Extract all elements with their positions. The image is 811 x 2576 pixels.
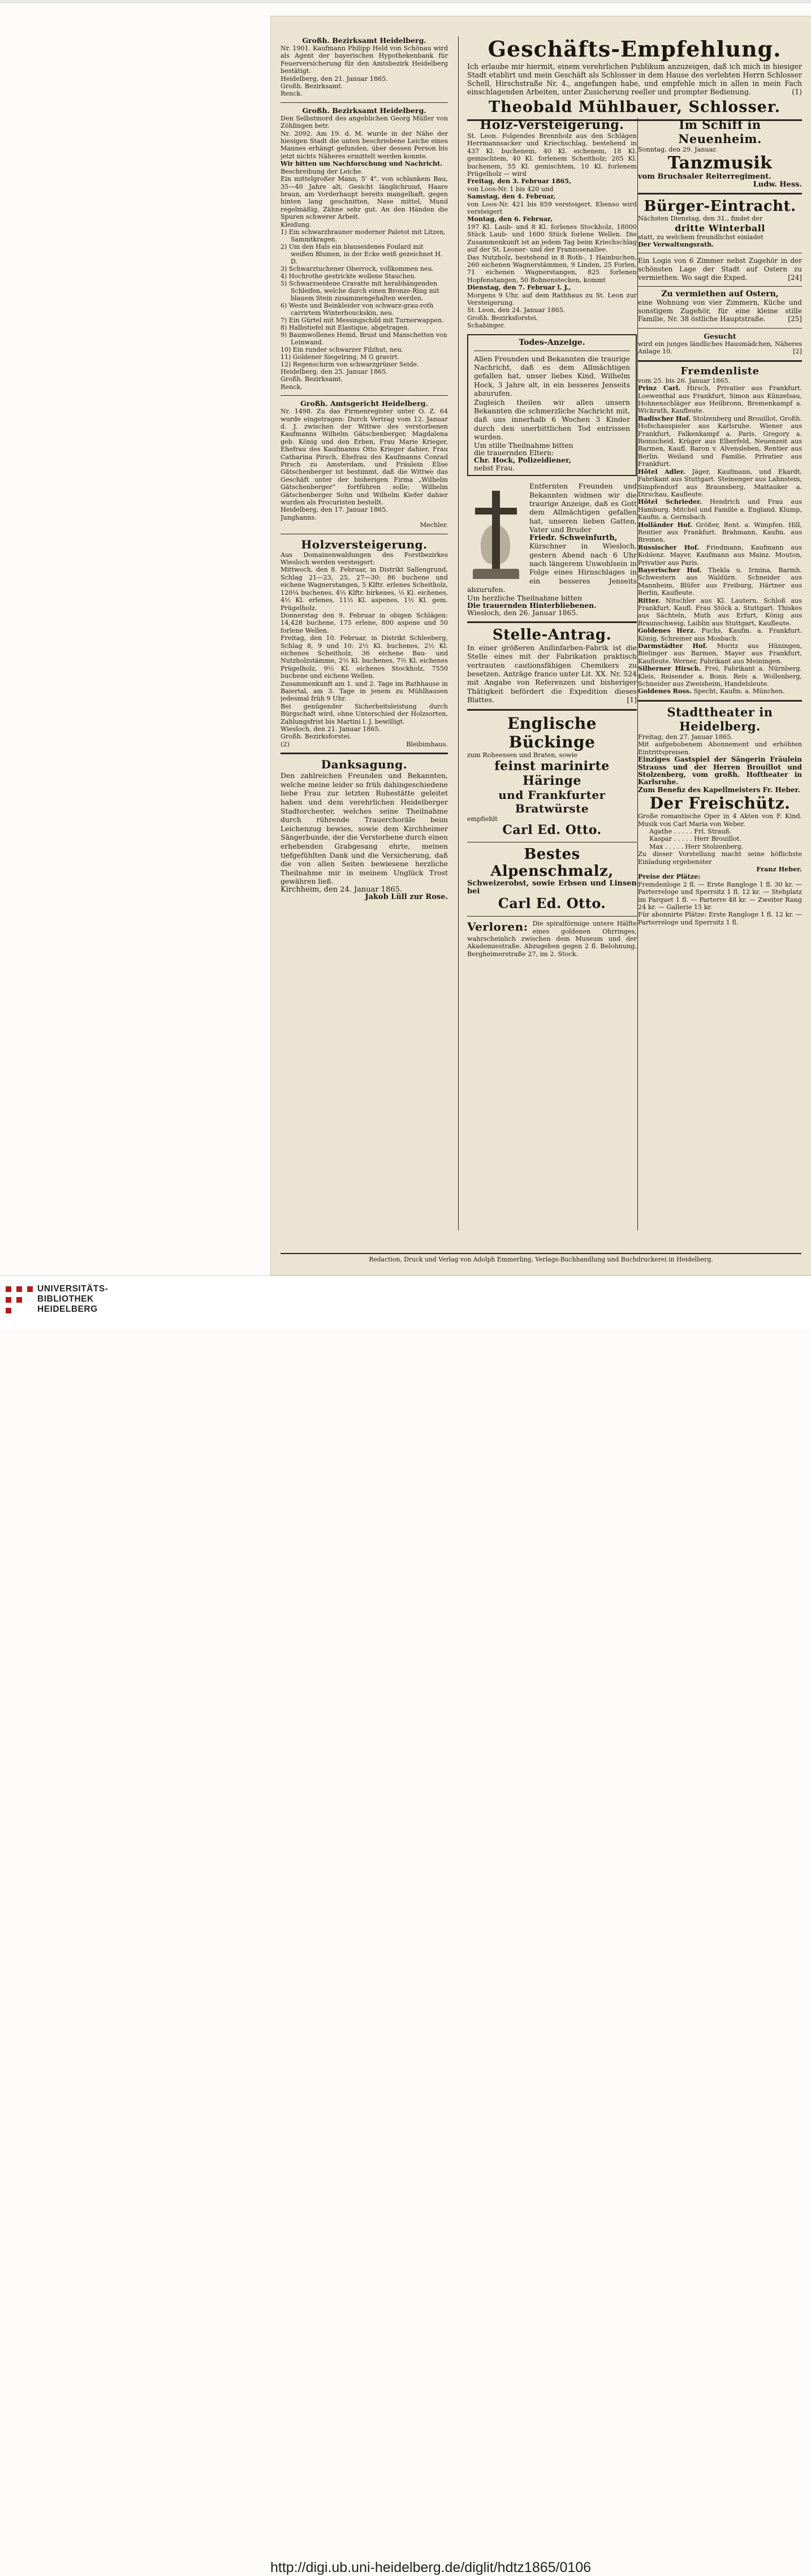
list-item [638,627,802,642]
notice-request: Wir bitten um Nachforschung und Nachricht. [281,159,443,168]
buckinge-ad [467,714,637,838]
ad-event: dritte Winterball [675,222,765,234]
notice-bezirksamt-1 [281,36,448,98]
holz2-body: 197 Kl. Laub- und 8 Kl. forlenes Stockholz, 18000 Stück Laub- und 1600 Stück forlene Wellen. Die Zusammenkunft ist an jedem Tag beim Kriechschlag auf der St. Leoner- und der Franzosenallee. [467,223,637,254]
ad-title: Gesucht [704,332,736,340]
dank-signer: Jakob Lüll zur Rose. [365,893,448,902]
ad-line-big: und Frankfurter Bratwürste [498,788,606,815]
viewer-bottom-bar [0,1276,811,2575]
theater-note: Mit aufgehobenem Abonnement und erhöhten Eintrittspreisen. [638,741,802,756]
hotel-name: Russischer Hof. [638,543,700,551]
university-logo-text[interactable] [37,1284,108,1315]
banner-text: Ich erlaube mir hiermit, einem verehrlichen Publikum anzuzeigen, daß ich mich in hiesiger Stadt etablirt und mein Geschäft als Schlosser in dem Hause des verlebten Herrn Schlosser Schell, Hirschstraße Nr. 4., angefangen habe, und empfehle mich in allen in mein Fach einschlagenden Arbeiten, unter Zusicherung reeller und prompter Bedienung. [467,62,802,96]
section-title: Holzversteigerung. [301,537,428,551]
gesucht-text: wird ein junges ländliches Hausmädchen, Näheres Anlage 10. [638,340,802,356]
theater-signer: Franz Heber. [756,865,802,873]
divider [281,102,448,103]
hotel-guests: Nitschler aus Kl. Lautern, Schloß aus Frankfurt, Kaufl. Frau Stöck a. Stuttgart. Thiskes aus Sächteln, Muth aus Erfurt, König aus Braunschweig, Laiblin aus Stuttgart, Kaufleute. [638,597,802,627]
ad-line-big: feinst marinirte Häringe [494,759,610,788]
holz2-body: Das Nutzholz, bestehend in 8 Roth-, 1 Hainbuchen, 260 eichenen Wagnerstämmen, 9 Linden, 25 Forlen, 71 eichenen Wagnerstangen, 825 forlenen Hopfenstangen, 50 Bohnenstecken, kommt [467,253,637,284]
holz-paragraph: Donnerstag den 9. Februar in obigen Schlägen: 14,428 buchene, 175 erlene, 800 aspene und 50 forlene Wellen. [281,611,448,634]
ad-line: empfiehlt [467,815,498,823]
role-line: Agathe . . . . . Frl. Strauß. [649,827,732,835]
holz-paragraph: Freitag, den 10. Februar, in Distrikt Schleeberg, Schlag 8, 9 und 10: 2½ Kl. buchenes, 2½ Kl. eichenes Scheitholz, 36 eichene Bau- und Nutzholzstämme, 2½ Kl. buchenes, 7½ Kl. eichenes Prügelholz, 9½ Kl. eichenes Stockholz, 7550 buchene und eichene Wellen. [281,634,448,680]
notice-body: Nr. 2092. Am 19. d. M. wurde in der Nähe der hiesigen Stadt die unten beschriebene Leiche eines Mannes erhängt gefunden, über dessen Person bis jetzt nichts Näheres ermittelt werden konnte. [281,129,448,160]
hotel-name: Goldenes Herz. [638,626,696,635]
hotel-name: Hôtel Schrieder. [638,498,702,506]
todes-signer: Chr. Hock, Polizeidiener, [474,456,571,465]
prices-title: Preise der Plätze: [638,872,701,881]
hotel-list [638,384,802,695]
viewer-top-strip [0,0,811,3]
mourning-notice [467,482,637,617]
ad-body: Nächsten Dienstag, den 31., findet der [638,215,763,223]
list-item: 1) Ein schwarzbrauner moderner Paletot mit Litzen, Sammtkragen. [281,228,446,243]
notice-court: Junghanns. [281,513,317,521]
notice-title: Großh. Bezirksamt Heidelberg. [302,36,426,45]
notice-bezirksamt-2 [281,106,448,391]
list-item [638,567,802,597]
clothing-title: Kleidung. [281,221,312,228]
description-body: Ein mittelgroßer Mann, 5' 4", von schlankem Bau, 35—40 Jahre alt, Gesicht länglichrund, Haare braun, am Vorderhaupt bereits mangelhaft, gegen hinten lang geschnitten, Nase mittel, Mund regelmäßig, Zähne sehr gut. An den Händen die Spuren schwerer Arbeit. [281,175,448,221]
hotel-guests: Specht, Kaufm. a. München. [693,688,785,695]
notice-office: Großh. Bezirksamt. [281,375,343,383]
todes-bitte: Um stille Theilnahme bitten [474,440,573,449]
holz-date: Wiesloch, den 21. Januar 1865. [281,725,381,733]
hotel-name: Badischer Hof. [638,414,691,422]
middle-column [467,118,637,962]
holz-num: (2) [281,740,290,748]
todes-anzeige-box [467,334,637,477]
list-item: 8) Halbstiefel mit Elastique, abgetragen. [281,323,409,331]
ad-title: Englische Bückinge [507,714,597,751]
description-title: Beschreibung der Leiche. [281,167,363,175]
banner-num: (1) [792,88,802,96]
role-line: Max . . . . . Herr Stolzenberg. [649,842,744,850]
section-title: Stelle-Antrag. [492,626,612,643]
list-item [638,597,802,628]
gesucht-ad [638,332,802,356]
holzversteigerung-st-leon [467,118,637,330]
column-rule-left [458,36,459,1230]
hotel-guests: Fuchs, Kaufm. a. Frankfurt. König, Schreiner aus Mosbach. [638,627,802,642]
ad-band: vom Bruchsaler Reiterregiment. [638,172,771,181]
holz-intro: Aus Domainenwaldungen des Forstbezirkes Wiesloch werden versteigert: [281,551,448,567]
list-item: 10) Ein runder schwarzer Filzhut, neu. [281,345,404,353]
verloren-ad [467,920,637,958]
section-title: Fremdenliste [680,365,760,377]
holz-signer: Bleibimhaus. [406,740,448,748]
hotel-guests: Stolzenberg und Brouillot, Großh. Hofschauspieler aus Karlsruhe. Wiener aus Frankfurt, Falkenkampf a. Paris, Gregory a. Remscheid, Krüger aus Elberfeld, Neuenzeit aus Barmen, Kaufl. Baron v. Alvensleben, Rentier aus Berlin. Weiland und Familie, Privatier aus Frankfurt. [638,414,802,468]
logis-num: [24] [788,273,802,282]
verloren-body: Die spiralförmige untere Hälfte eines goldenen Ohrringes, wahrscheinlich zwischen dem Museum und der Akademiestraße. Abzugeben gegen 2 fl. Belohnung, Bergheimerstraße 27, im 2. Stock. [467,920,637,958]
section-title: Stadttheater in Heidelberg. [667,704,773,733]
mourning-name: Friedr. Schweinfurth, [529,533,618,542]
hotel-guests: Jäger, Kaufmann, und Ekardt, Fabrikant aus Stuttgart. Steinenger aus Lahnstein, Simpfendorf aus Braunsberg, Mattauker a. Dirschau, Kaufleute. [638,468,802,498]
todes-eltern: die trauernden Eltern: [474,448,554,457]
stelle-antrag [467,626,637,704]
hotel-guests: Hirsch, Privatier aus Frankfurt. Loewenthal aus Frankfurt, Simon aus Künzelsau, Hohnenschläger aus Heilbronn, Bremenkampf a. Wickrath, Kaufleute. [638,384,802,415]
holz-paragraph: Zusammenkunft am 1. und 2. Tage im Rathhause in Baiertal, am 3. Tage in jenem zu Mühlhausen jedesmal früh 9 Uhr. [281,680,448,703]
divider [281,395,448,396]
ad-signer: Carl Ed. Otto. [498,895,606,912]
prices-abonn: Für abonnirte Plätze: Erste Rangloge 1 fl. 12 kr. — Parterreloge und Sperrsitz 1 fl. [638,911,802,926]
hotel-name: Hôtel Adler. [638,467,685,476]
vermiethen-num: [25] [788,315,802,323]
divider [467,916,637,917]
hotel-name: Silberner Hirsch. [638,664,701,673]
right-column [638,118,802,931]
ad-title: Bestes Alpenschmalz, [490,846,614,880]
banner-geschaefts-empfehlung [467,36,802,124]
ad-signer: Carl Ed. Otto. [502,823,602,838]
list-item: 9) Baumwollenes Hemd, Brust und Manschetten von Leinwand. [281,331,447,346]
hotel-guests: Friedmann, Kaufmann aus Koblenz. Mayer, Kaufmann aus Mainz. Mouton, Privatier aus Paris. [638,543,802,567]
holz2-day: Montag, den 6. Februar, [467,215,553,223]
list-item: 11) Goldener Siegelring, M G gravirt. [281,353,399,361]
list-item: 6) Weste und Beinkleider von schwarz-grau-roth carrirtem Winterbouckskin, neu. [281,301,434,317]
gesucht-body [638,340,802,356]
section-title: Danksagung. [321,758,408,772]
hotel-guests: Frei, Fabrikant a. Nürnberg. Kleis, Reisender a. Bonn. Reis a. Wollenberg, Schneider aus Zweisheim, Handelsleute. [638,665,802,688]
ad-signer: Ludw. Hess. [753,180,802,189]
left-column [281,36,448,906]
holz-office: Großh. Bezirksforstei. [281,733,352,741]
notice-signer: Renck. [281,383,303,391]
memorial-cross-icon [467,485,524,581]
buerger-eintracht-ad [638,198,802,248]
ad-signer: Der Verwaltungsrath. [638,240,714,249]
divider [638,328,802,329]
schiff-ad [638,118,802,188]
hotel-name: Prinz Carl. [638,384,681,392]
university-logo-icon[interactable] [6,1286,33,1313]
mourning-date: Wiesloch, den 26. Januar 1865. [467,608,579,617]
divider [638,286,802,287]
opera-desc: Große romantische Oper in 4 Akten von F. Kind. Musik von Carl Maria von Weber. [638,812,802,828]
holz2-day: Samstag, den 4. Februar, [467,192,556,201]
section-title: Holz-Versteigerung. [480,118,624,132]
divider [281,753,448,754]
mourning-body: Entfernten Freunden und Bekannten widmen wir die traurige Anzeige, daß es Gott dem Allmächtigen gefallen hat, unseren lieben Gatten, Vater und Bruder [529,482,637,534]
list-item: 7) Ein Gürtel mit Messingschild mit Turnerwappen. [281,316,444,324]
permalink-url[interactable]: http://digi.ub.uni-heidelberg.de/diglit/hdtz1865/0106 [270,2560,592,2575]
notice-title: Großh. Bezirksamt Heidelberg. [302,106,426,115]
logo-line: HEIDELBERG [37,1304,98,1314]
list-item: 5) Schwarzseidene Cravatte mit herabhängenden Schleifen, welche durch einen Bronze-Ring mit blauem Stein zusammengehalten werden. [281,279,439,302]
ad-body: statt, zu welchem freundlichst einladet [638,233,763,241]
divider [467,621,637,623]
banner-title: Geschäfts-Empfehlung. [488,36,782,62]
ad-title: Verloren: [467,920,528,934]
hotel-name: Ritter. [638,596,661,604]
holzversteigerung-wiesloch [281,538,448,749]
stadttheater-ad [638,705,802,926]
imprint-footer: Redaction, Druck und Verlag von Adolph Emmerling, Verlags-Buchhandlung und Buchdruckerei in Heidelberg. [281,1253,801,1263]
dank-body: Den zahlreichen Freunden und Bekannten, welche meine leider so früh dahingeschiedene liebe Frau zur letzten Ruhestätte geleitet haben und dem verehrlichen Heidelberger Stadtorchester, welches seine Theilnahme durch rührende Trauerchoräle beim Leichenzug bewies, sowie dem Kirchheimer Sängerbunde, der die Verstorbene durch einen erhebenden Grabgesang ehrte, meinen tiefgefühlten Dank und die Versicherung, daß die von allen Seiten bewiesene herzliche Theilnahme mir in meinem Unglück Trost gewähren ließ. [281,771,448,886]
banner-body [467,62,802,96]
stelle-body [467,643,637,704]
clothing-list [281,228,448,368]
todes-body: Allen Freunden und Bekannten die traurige Nachricht, daß es dem Allmächtigen gefallen hat, unser liebes Kind, Wilhelm Hock, 3 Jahre alt, in ein besseres Jenseits abzurufen. [474,354,630,398]
vermiethen-ad [638,290,802,323]
hotel-guests: Thekla u. Irmina, Barmh. Schwestern aus Waldürn. Schneider aus Mannheim, Blüfer aus Freiburg, Härtner aus Berlin, Kaufleute. [638,566,802,597]
list-item: 2) Um den Hals ein blauseidenes Foulard mit weißen Blumen, in der Ecke weiß gezeichnet H. D. [281,243,443,265]
mourning-bitte: Um herzliche Theilnahme bitten [467,593,583,602]
hotel-name: Darmstädter Hof. [638,642,708,650]
holz2-day: Freitag, den 3. Februar 1865, [467,177,571,185]
ad-line: zum Roheessen und Braten, sowie [467,751,577,759]
list-item [638,384,802,415]
ad-date: Sonntag, den 29. Januar. [638,146,718,153]
holz2-body: von Loos-Nr. 1 bis 420 und [467,185,554,193]
notice-subtitle: Den Selbstmord des angeblichen Georg Müller von Zöhlingen betr. [281,114,448,130]
theater-benefiz: Zum Benefiz des Kapellmeisters Fr. Heber. [638,785,800,794]
logis-body [638,257,802,282]
stelle-num: [1] [627,695,637,704]
logis-text: Ein Logis von 6 Zimmer nebst Zugehör in der schönsten Lage der Stadt auf Ostern zu vermiethen. Wo sagt die Exped. [638,257,802,282]
list-item: 3) Schwarztuchener Oberrock, vollkommen neu. [281,265,434,273]
list-item [638,415,802,468]
section-title: Todes-Anzeige. [519,338,585,347]
list-item: 4) Hochrothe gestrickte wollene Stauchen. [281,272,416,280]
todes-body: Zugleich theilen wir allen unsern Bekannten die schmerzliche Nachricht mit, daß uns innerhalb 6 Wochen 3 Kinder durch den unerbittlichen Tod entrissen wurden. [474,397,630,442]
theater-date: Freitag, den 27. Januar 1865. [638,733,733,741]
list-item [638,665,802,688]
holz2-office: Großh. Bezirksforstei. [467,314,538,322]
logis-ad [638,257,802,282]
list-item: 12) Regenschirm von schwarzgrüner Seide. [281,360,419,368]
gesucht-num: [2] [793,348,802,356]
hotel-guests: Moritz aus Hüningen, Bielinger aus Barmen, Mayer aus Frankfurt, Kaufleute. Werner, Fabrikant aus Meiningen. [638,642,802,665]
notice-date: Heidelberg, den 25. Januar 1865. [281,368,388,375]
list-item [638,688,802,695]
opera-title: Der Freischütz. [649,794,791,813]
list-item [638,642,802,665]
list-item [638,498,802,521]
newspaper-page [270,16,811,1276]
list-item [638,521,802,544]
ad-title: Bürger-Eintracht. [644,198,796,215]
fremde-dates: vom 25. bis 26. Januar 1865. [638,377,731,384]
hotel-name: Goldenes Ross. [638,687,692,695]
vermiethen-body [638,299,802,323]
hotel-guests: Größer, Rent. a. Wimpfen. Hill, Rentier aus Frankfurt. Brahmann, Kaufm. aus Bremen. [638,521,802,544]
list-item [638,468,802,499]
notice-amtsgericht [281,399,448,529]
theater-invite: Zu dieser Vorstellung macht seine höflichste Einladung ergebenster [638,850,802,866]
todes-signer: nebst Frau. [474,463,515,472]
divider [638,193,802,195]
hotel-name: Holländer Hof. [638,520,692,529]
hotel-name: Bayerischer Hof. [638,565,702,574]
ad-line: Schweizerobst, sowie Erbsen und Linsen bei [467,879,637,896]
holz2-day: Dienstag, den 7. Februar l. J., [467,283,571,292]
notice-body: Nr. 1498. Zu das Firmenregister unter O. Z. 64 wurde eingetragen: Durch Vertrag vom 12. Januar d. J. zwischen der Wittwe des verstorbenen Kaufmanns Wilhelm Gätschenberger, Magdalena geb. König und den Erben, Frau Marie Krieger, Ehefrau des Kaufmanns Otto Krieger dahier, Frau Catharina Pirsch, Ehefrau des Kaufmanns Conrad Pirsch zu Amsterdam, und Fräulein Elise Gätschenberger ist bestimmt, daß die Wittwe das Geschäft unter der bisherigen Firma „Wilhelm Gätschenberger“ fortführen solle; Wilhelm Gätschenberger Sohn und Wilhelm Kiefer dahier wurden als Procuristen bestellt. [281,408,448,507]
divider [638,700,802,702]
holz2-body: St. Leon. Folgendes Brennholz aus den Schlägen Herrmannsacker und Kriechschlag, bestehend in 437 Kl. buchenem, 40 Kl. eichenem, 18 Kl. gemischtem, 40 Kl. forlenem Scheitholz; 205 Kl. buchenem, 55 Kl. gemischtem, 10 Kl. forlenem Prügelholz — wird [467,132,637,178]
notice-office: Großh. Bezirksamt. [281,83,343,90]
logo-line: BIBLIOTHEK [37,1294,94,1304]
holz-sign-row [281,741,448,748]
danksagung [281,758,448,901]
holz2-body: Morgens 9 Uhr, auf dem Rathhaus zu St. Leon zur Versteigerung. [467,291,637,306]
hotel-guests: Hendrich und Frau aus Hamburg. Mitchel und Familie a. England. Klump, Kaufm. a. Gernsbach. [638,498,802,521]
divider [638,360,802,362]
notice-signer: Renck. [281,90,303,98]
notice-body: Nr. 1901. Kaufmann Philipp Held von Schönau wird als Agent der bayerischen Hypothekenbank für Feuerversicherung für den Amtsbezirk Heidelberg bestätigt. [281,45,448,75]
notice-title: Großh. Amtsgericht Heidelberg. [300,399,428,408]
ad-headline: Tanzmusik [667,153,773,174]
vermiethen-text: eine Wohnung von vier Zimmern, Küche und sonstigem Zugehör, für eine kleine stille Familie, Nr. 38 östliche Hauptstraße. [638,299,802,323]
ad-title: Zu vermiethen auf Ostern, [661,289,779,299]
holz2-date: St. Leon, den 24. Januar 1865. [467,306,566,314]
notice-signer: Mechler. [420,521,448,529]
alpenschmalz-ad [467,846,637,911]
holz2-signer: Schabinger. [467,322,506,330]
theater-gast: Einziges Gastspiel der Sängerin Fräulein Strauss und der Herren Brouillot und Stolzenberg, vom großh. Hoftheater in Karlsruhe. [638,755,802,786]
dank-date: Kirchheim, den 24. Januar 1865. [281,885,402,894]
notice-date: Heidelberg, den 21. Januar 1865. [281,75,388,83]
prices-body: Fremdenloge 2 fl. — Erste Rangloge 1 fl. 30 kr. — Parterreloge und Sperrsitz 1 fl. 12 kr. — Stehplatz im Parquet 1 fl. — Parterre 48 kr. — Zweiter Rang 24 kr. — Gallerie 15 kr. [638,880,802,911]
mourning-body: Kürschner in Wiesloch, gestern Abend nach 6 Uhr nach längerem Unwohlsein in Folge eines Hirnschlages in ein besseres Jenseits abzurufen. [467,542,637,594]
ad-title: Im Schiff in Neuenheim. [678,118,762,146]
holz2-body: von Loos-Nr. 421 bis 859 versteigert. Ebenso wird versteigert [467,200,637,216]
banner-signer: Theobald Mühlbauer, Schlosser. [488,98,781,116]
role-line: Kaspar . . . . . Herr Brouillot. [649,835,741,843]
fremdenliste [638,365,802,695]
holz-paragraph: Bei genügender Sicherheitsleistung durch Bürgschaft wird, ohne Unterschied der Holzsorten, Zahlungsfrist bis Martini l. J. bewilligt. [281,702,448,725]
stelle-text: In einer größeren Anilinfarben-Fabrik ist die Stelle eines mit der Fabrikation praktisch vertrauten cautionsfähigen Chemikers zu besetzen. Anträge franco unter Lit. XX. Nr. 524 mit Angabe von Referenzen und bisheriger Thätigkeit befördert die Expedition dieses Blattes. [467,643,637,704]
logo-line: UNIVERSITÄTS- [37,1284,109,1294]
holz-paragraph: Mittwoch, den 8. Februar, in Distrikt Sallengrund, Schlag 21—23, 25, 27—30: 86 buchene und eichene Wagnerstangen, 5 Klftr. erlenes Scheitholz, 120¼ buchenes, 4½ Klftr. birkenes, ½ Kl. eichenes, 4½ Kl. erlenes, 11½ Kl. aspenes, 1½ Kl. gem. Prügelholz. [281,566,448,612]
list-item [638,544,802,567]
mourning-signer: Die trauernden Hinterbliebenen. [467,600,597,610]
divider [467,709,637,711]
notice-date: Heidelberg, den 17. Januar 1865. [281,506,388,514]
